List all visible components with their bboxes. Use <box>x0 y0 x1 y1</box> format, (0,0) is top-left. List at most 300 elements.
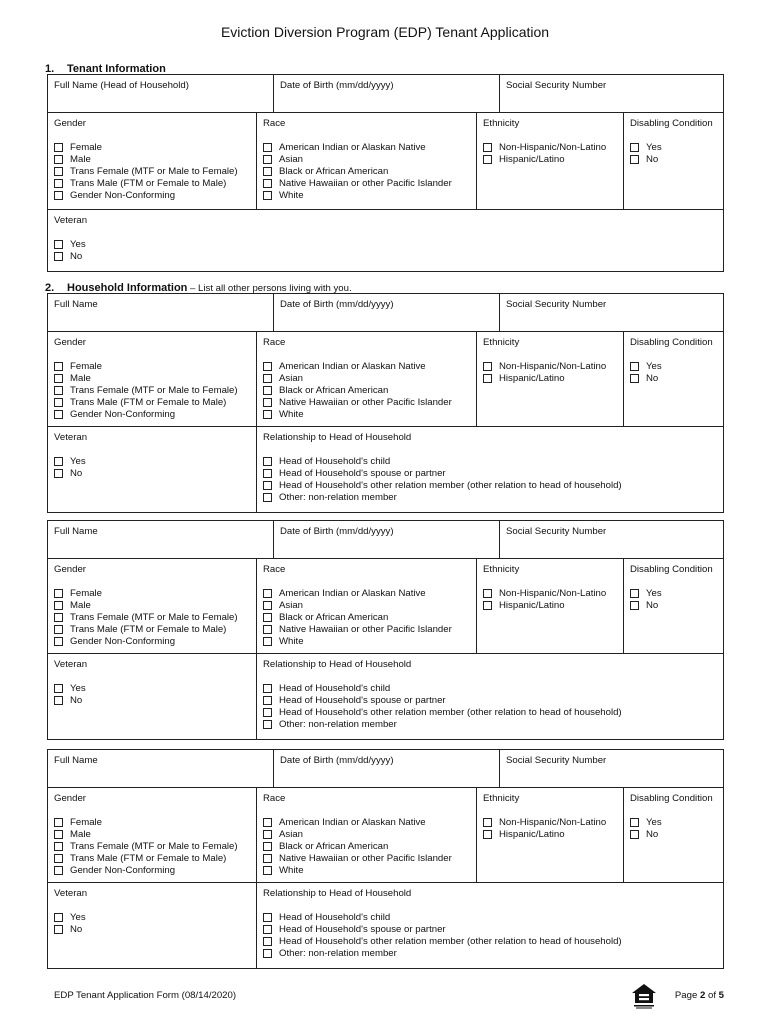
checkbox-label: Male <box>70 372 91 384</box>
checkbox-label: Yes <box>70 455 86 467</box>
disabling-label: Disabling Condition <box>630 564 713 575</box>
checkbox[interactable] <box>263 143 272 152</box>
race-cell <box>256 113 476 209</box>
checkbox-label: Hispanic/Latino <box>499 599 565 611</box>
checkbox-label: Yes <box>646 141 662 153</box>
gender-option[interactable] <box>54 852 250 864</box>
relationship-label: Relationship to Head of Household <box>263 659 412 670</box>
disabling-options <box>630 587 717 611</box>
race-option[interactable] <box>263 635 470 647</box>
identity-row <box>48 521 723 559</box>
yes_no-option[interactable] <box>630 599 717 611</box>
gender-label: Gender <box>54 118 86 129</box>
checkbox[interactable] <box>263 410 272 419</box>
race-options <box>263 816 470 876</box>
gender-option[interactable] <box>54 384 250 396</box>
checkbox[interactable] <box>54 386 63 395</box>
yes_no-option[interactable] <box>630 141 717 153</box>
gender-option[interactable] <box>54 635 250 647</box>
checkbox-label: Gender Non-Conforming <box>70 189 176 201</box>
race-option[interactable] <box>263 864 470 876</box>
veteran-relationship-row <box>48 654 723 739</box>
relationship-option[interactable] <box>263 923 717 935</box>
race-option[interactable] <box>263 384 470 396</box>
checkbox[interactable] <box>263 613 272 622</box>
gender-option[interactable] <box>54 165 250 177</box>
checkbox[interactable] <box>54 191 63 200</box>
dob-label: Date of Birth (mm/dd/yyyy) <box>280 755 394 766</box>
checkbox[interactable] <box>263 386 272 395</box>
relationship-option[interactable] <box>263 455 717 467</box>
ethnicity-label: Ethnicity <box>483 118 520 129</box>
veteran-options <box>54 682 250 706</box>
gender-option[interactable] <box>54 189 250 201</box>
checkbox[interactable] <box>263 167 272 176</box>
checkbox[interactable] <box>54 589 63 598</box>
ethnicity-options <box>483 587 617 611</box>
gender-option[interactable] <box>54 587 250 599</box>
checkbox[interactable] <box>54 362 63 371</box>
checkbox-label: Yes <box>646 816 662 828</box>
ethnicity-option[interactable] <box>483 141 617 153</box>
veteran-label: Veteran <box>54 215 88 226</box>
checkbox[interactable] <box>630 155 639 164</box>
checkbox[interactable] <box>630 374 639 383</box>
checkbox[interactable] <box>263 637 272 646</box>
gender-cell <box>48 788 256 882</box>
checkbox-label: No <box>646 828 659 840</box>
ssn-label: Social Security Number <box>506 526 607 537</box>
veteran-row <box>48 210 723 271</box>
dob-label: Date of Birth (mm/dd/yyyy) <box>280 80 394 91</box>
checkbox[interactable] <box>263 362 272 371</box>
checkbox[interactable] <box>263 937 272 946</box>
checkbox[interactable] <box>54 167 63 176</box>
checkbox[interactable] <box>263 601 272 610</box>
veteran-options <box>54 455 250 479</box>
race-option[interactable] <box>263 408 470 420</box>
race-label: Race <box>263 564 286 575</box>
checkbox[interactable] <box>263 684 272 693</box>
checkbox-label: Gender Non-Conforming <box>70 635 176 647</box>
ethnicity-option[interactable] <box>483 587 617 599</box>
checkbox[interactable] <box>54 398 63 407</box>
checkbox-label: American Indian or Alaskan Native <box>279 816 426 828</box>
checkbox[interactable] <box>54 155 63 164</box>
checkbox[interactable] <box>263 842 272 851</box>
checkbox-label: Female <box>70 141 102 153</box>
checkbox[interactable] <box>483 589 492 598</box>
yes_no-option[interactable] <box>630 153 717 165</box>
dob-cell[interactable] <box>273 521 499 558</box>
checkbox[interactable] <box>54 854 63 863</box>
ethnicity-option[interactable] <box>483 599 617 611</box>
ssn-label: Social Security Number <box>506 299 607 310</box>
gender-option[interactable] <box>54 828 250 840</box>
checkbox-label: Other: non-relation member <box>279 718 397 730</box>
race-options <box>263 141 470 201</box>
checkbox[interactable] <box>630 601 639 610</box>
ssn-cell[interactable] <box>499 294 723 331</box>
relationship-option[interactable] <box>263 479 717 491</box>
checkbox[interactable] <box>483 601 492 610</box>
veteran-relationship-row <box>48 883 723 968</box>
checkbox-label: No <box>646 372 659 384</box>
checkbox-label: Asian <box>279 599 303 611</box>
checkbox[interactable] <box>54 684 63 693</box>
checkbox[interactable] <box>630 143 639 152</box>
gender-option[interactable] <box>54 611 250 623</box>
relationship-option[interactable] <box>263 694 717 706</box>
checkbox-label: Trans Male (FTM or Female to Male) <box>70 177 227 189</box>
full-name-label: Full Name <box>54 755 98 766</box>
relationship-option[interactable] <box>263 706 717 718</box>
checkbox-label: Male <box>70 599 91 611</box>
checkbox-label: Head of Household's spouse or partner <box>279 923 446 935</box>
full-name-cell[interactable] <box>48 521 273 558</box>
checkbox[interactable] <box>263 493 272 502</box>
checkbox-label: No <box>646 599 659 611</box>
yes_no-option[interactable] <box>54 923 250 935</box>
checkbox[interactable] <box>54 601 63 610</box>
checkbox-label: Head of Household's spouse or partner <box>279 467 446 479</box>
race-option[interactable] <box>263 611 470 623</box>
ethnicity-option[interactable] <box>483 828 617 840</box>
checkbox-label: No <box>70 467 83 479</box>
gender-option[interactable] <box>54 623 250 635</box>
checkbox-label: No <box>70 694 83 706</box>
checkbox-label: Yes <box>70 911 86 923</box>
ethnicity-option[interactable] <box>483 816 617 828</box>
yes_no-option[interactable] <box>54 455 250 467</box>
checkbox[interactable] <box>263 949 272 958</box>
identity-row <box>48 750 723 788</box>
form-name: EDP Tenant Application Form (08/14/2020) <box>54 990 237 1001</box>
veteran-relationship-row <box>48 427 723 512</box>
gender-option[interactable] <box>54 141 250 153</box>
checkbox-label: Head of Household's other relation member (other relation to head of household) <box>279 479 622 491</box>
gender-option[interactable] <box>54 408 250 420</box>
checkbox-label: American Indian or Alaskan Native <box>279 141 426 153</box>
yes_no-option[interactable] <box>54 250 717 262</box>
race-options <box>263 587 470 647</box>
checkbox-label: Male <box>70 828 91 840</box>
checkbox[interactable] <box>263 708 272 717</box>
race-option[interactable] <box>263 165 470 177</box>
checkbox[interactable] <box>263 925 272 934</box>
checkbox[interactable] <box>263 696 272 705</box>
ssn-cell[interactable] <box>499 521 723 558</box>
ethnicity-option[interactable] <box>483 360 617 372</box>
household-member-block <box>47 520 724 740</box>
relationship-option[interactable] <box>263 467 717 479</box>
race-options <box>263 360 470 420</box>
checkbox-label: Other: non-relation member <box>279 947 397 959</box>
checkbox[interactable] <box>54 410 63 419</box>
relationship-label: Relationship to Head of Household <box>263 888 412 899</box>
yes_no-option[interactable] <box>630 360 717 372</box>
checkbox[interactable] <box>263 155 272 164</box>
full-name-cell[interactable] <box>48 294 273 331</box>
checkbox-label: Trans Male (FTM or Female to Male) <box>70 396 227 408</box>
dob-cell[interactable] <box>273 75 499 112</box>
full-name-cell[interactable] <box>48 75 273 112</box>
checkbox-label: Yes <box>70 682 86 694</box>
disabling-label: Disabling Condition <box>630 337 713 348</box>
page-of: of <box>705 990 719 1001</box>
relationship-cell <box>256 427 723 512</box>
checkbox[interactable] <box>54 374 63 383</box>
yes_no-option[interactable] <box>630 828 717 840</box>
checkbox[interactable] <box>54 625 63 634</box>
gender-option[interactable] <box>54 816 250 828</box>
checkbox[interactable] <box>263 818 272 827</box>
checkbox-label: Asian <box>279 153 303 165</box>
yes_no-option[interactable] <box>630 372 717 384</box>
checkbox[interactable] <box>263 481 272 490</box>
gender-option[interactable] <box>54 177 250 189</box>
checkbox[interactable] <box>263 191 272 200</box>
disabling-cell <box>623 788 723 882</box>
checkbox[interactable] <box>263 830 272 839</box>
race-option[interactable] <box>263 372 470 384</box>
yes_no-option[interactable] <box>630 587 717 599</box>
checkbox-label: Trans Female (MTF or Male to Female) <box>70 384 238 396</box>
race-option[interactable] <box>263 599 470 611</box>
page-title: Eviction Diversion Program (EDP) Tenant Application <box>220 24 550 40</box>
race-option[interactable] <box>263 840 470 852</box>
checkbox[interactable] <box>263 398 272 407</box>
checkbox-label: Native Hawaiian or other Pacific Islander <box>279 396 452 408</box>
relationship-options <box>263 682 717 730</box>
race-option[interactable] <box>263 141 470 153</box>
gender-option[interactable] <box>54 599 250 611</box>
section-title: Household Information <box>67 282 188 294</box>
relationship-option[interactable] <box>263 947 717 959</box>
ssn-cell[interactable] <box>499 750 723 787</box>
demographics-row <box>48 113 723 210</box>
checkbox[interactable] <box>54 830 63 839</box>
race-option[interactable] <box>263 828 470 840</box>
race-option[interactable] <box>263 396 470 408</box>
ethnicity-cell <box>476 113 623 209</box>
checkbox[interactable] <box>54 469 63 478</box>
checkbox[interactable] <box>263 625 272 634</box>
checkbox[interactable] <box>263 457 272 466</box>
checkbox-label: Asian <box>279 372 303 384</box>
gender-option[interactable] <box>54 372 250 384</box>
checkbox[interactable] <box>54 613 63 622</box>
gender-option[interactable] <box>54 864 250 876</box>
race-option[interactable] <box>263 816 470 828</box>
checkbox-label: Female <box>70 816 102 828</box>
checkbox[interactable] <box>483 374 492 383</box>
page-total: 5 <box>718 990 724 1001</box>
veteran-options <box>54 911 250 935</box>
relationship-option[interactable] <box>263 718 717 730</box>
tenant-info-block <box>47 74 724 272</box>
checkbox[interactable] <box>54 866 63 875</box>
race-option[interactable] <box>263 587 470 599</box>
ethnicity-option[interactable] <box>483 372 617 384</box>
checkbox[interactable] <box>54 637 63 646</box>
checkbox-label: Native Hawaiian or other Pacific Islander <box>279 852 452 864</box>
checkbox[interactable] <box>483 830 492 839</box>
yes_no-option[interactable] <box>54 911 250 923</box>
checkbox[interactable] <box>54 179 63 188</box>
checkbox-label: Trans Male (FTM or Female to Male) <box>70 852 227 864</box>
veteran-cell <box>48 654 256 739</box>
checkbox-label: No <box>70 250 83 262</box>
dob-cell[interactable] <box>273 750 499 787</box>
disabling-options <box>630 816 717 840</box>
relationship-option[interactable] <box>263 935 717 947</box>
gender-option[interactable] <box>54 840 250 852</box>
ethnicity-option[interactable] <box>483 153 617 165</box>
checkbox-label: Trans Female (MTF or Male to Female) <box>70 840 238 852</box>
checkbox-label: Male <box>70 153 91 165</box>
checkbox-label: No <box>70 923 83 935</box>
relationship-cell <box>256 654 723 739</box>
yes_no-option[interactable] <box>54 694 250 706</box>
checkbox-label: Trans Female (MTF or Male to Female) <box>70 165 238 177</box>
section-number: 1. <box>45 63 55 75</box>
checkbox-label: Non-Hispanic/Non-Latino <box>499 360 607 372</box>
checkbox[interactable] <box>483 155 492 164</box>
veteran-cell <box>48 427 256 512</box>
race-cell <box>256 332 476 426</box>
checkbox[interactable] <box>630 362 639 371</box>
checkbox[interactable] <box>54 925 63 934</box>
ssn-cell[interactable] <box>499 75 723 112</box>
checkbox[interactable] <box>483 143 492 152</box>
gender-options <box>54 360 250 420</box>
gender-option[interactable] <box>54 396 250 408</box>
checkbox-label: Gender Non-Conforming <box>70 408 176 420</box>
race-option[interactable] <box>263 189 470 201</box>
checkbox-label: Yes <box>70 238 86 250</box>
gender-options <box>54 816 250 876</box>
checkbox-label: Black or African American <box>279 840 389 852</box>
checkbox[interactable] <box>54 818 63 827</box>
race-option[interactable] <box>263 852 470 864</box>
relationship-option[interactable] <box>263 911 717 923</box>
gender-cell <box>48 559 256 653</box>
demographics-row <box>48 332 723 427</box>
section-number: 2. <box>45 282 55 294</box>
page-number <box>675 990 724 1001</box>
relationship-options <box>263 911 717 959</box>
demographics-row <box>48 559 723 654</box>
checkbox[interactable] <box>54 913 63 922</box>
checkbox[interactable] <box>483 818 492 827</box>
checkbox-label: Trans Female (MTF or Male to Female) <box>70 611 238 623</box>
ethnicity-label: Ethnicity <box>483 337 520 348</box>
checkbox[interactable] <box>483 362 492 371</box>
checkbox[interactable] <box>630 589 639 598</box>
gender-option[interactable] <box>54 360 250 372</box>
yes_no-option[interactable] <box>54 238 717 250</box>
disabling-options <box>630 141 717 165</box>
identity-row <box>48 75 723 113</box>
yes_no-option[interactable] <box>54 467 250 479</box>
checkbox[interactable] <box>263 913 272 922</box>
checkbox-label: Non-Hispanic/Non-Latino <box>499 587 607 599</box>
ethnicity-options <box>483 360 617 384</box>
disabling-cell <box>623 332 723 426</box>
checkbox[interactable] <box>630 830 639 839</box>
disabling-options <box>630 360 717 384</box>
dob-label: Date of Birth (mm/dd/yyyy) <box>280 299 394 310</box>
veteran-label: Veteran <box>54 432 88 443</box>
checkbox[interactable] <box>630 818 639 827</box>
equal-housing-opportunity-logo <box>630 982 658 1010</box>
checkbox-label: Head of Household's child <box>279 455 391 467</box>
full-name-cell[interactable] <box>48 750 273 787</box>
checkbox-label: No <box>646 153 659 165</box>
checkbox[interactable] <box>54 842 63 851</box>
checkbox[interactable] <box>263 374 272 383</box>
relationship-options <box>263 455 717 503</box>
ethnicity-options <box>483 141 617 165</box>
checkbox-label: Gender Non-Conforming <box>70 864 176 876</box>
gender-option[interactable] <box>54 153 250 165</box>
checkbox-label: Hispanic/Latino <box>499 828 565 840</box>
race-option[interactable] <box>263 623 470 635</box>
relationship-option[interactable] <box>263 491 717 503</box>
dob-cell[interactable] <box>273 294 499 331</box>
checkbox[interactable] <box>54 696 63 705</box>
checkbox-label: Head of Household's child <box>279 911 391 923</box>
yes_no-option[interactable] <box>54 682 250 694</box>
race-label: Race <box>263 337 286 348</box>
checkbox-label: Female <box>70 587 102 599</box>
checkbox-label: Female <box>70 360 102 372</box>
gender-options <box>54 141 250 201</box>
checkbox[interactable] <box>54 457 63 466</box>
ethnicity-options <box>483 816 617 840</box>
checkbox[interactable] <box>263 854 272 863</box>
checkbox[interactable] <box>54 143 63 152</box>
checkbox[interactable] <box>54 240 63 249</box>
checkbox[interactable] <box>263 866 272 875</box>
race-label: Race <box>263 793 286 804</box>
relationship-label: Relationship to Head of Household <box>263 432 412 443</box>
race-option[interactable] <box>263 153 470 165</box>
full-name-label: Full Name <box>54 526 98 537</box>
checkbox-label: Head of Household's spouse or partner <box>279 694 446 706</box>
checkbox-label: Other: non-relation member <box>279 491 397 503</box>
veteran-label: Veteran <box>54 888 88 899</box>
yes_no-option[interactable] <box>630 816 717 828</box>
ssn-label: Social Security Number <box>506 80 607 91</box>
checkbox[interactable] <box>263 469 272 478</box>
ethnicity-label: Ethnicity <box>483 793 520 804</box>
relationship-option[interactable] <box>263 682 717 694</box>
race-option[interactable] <box>263 177 470 189</box>
ethnicity-cell <box>476 788 623 882</box>
household-member-block <box>47 293 724 513</box>
checkbox[interactable] <box>263 720 272 729</box>
checkbox[interactable] <box>263 179 272 188</box>
checkbox-label: American Indian or Alaskan Native <box>279 360 426 372</box>
checkbox[interactable] <box>263 589 272 598</box>
ethnicity-cell <box>476 332 623 426</box>
checkbox-label: White <box>279 189 304 201</box>
race-option[interactable] <box>263 360 470 372</box>
checkbox[interactable] <box>54 252 63 261</box>
gender-label: Gender <box>54 337 86 348</box>
